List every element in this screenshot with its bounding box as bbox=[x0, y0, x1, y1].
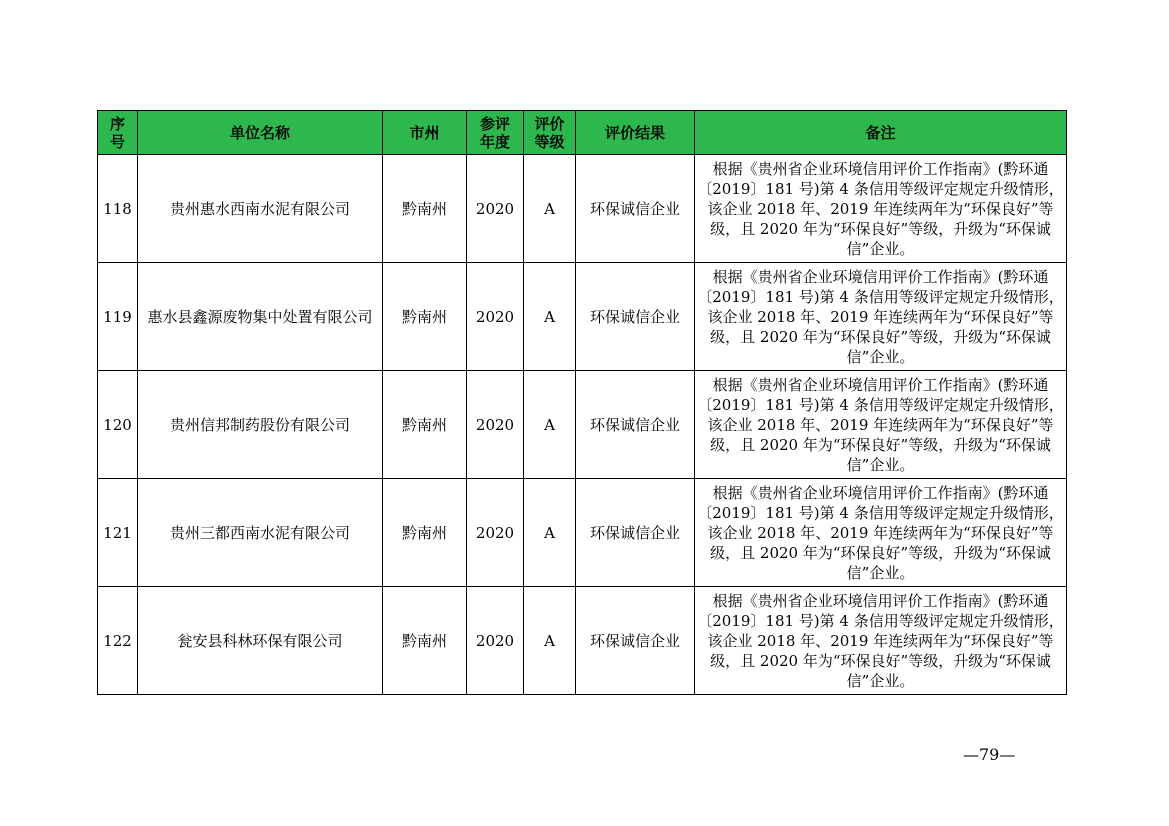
cell-city: 黔南州 bbox=[383, 479, 467, 587]
header-grade: 评价等级 bbox=[524, 111, 576, 155]
cell-result: 环保诚信企业 bbox=[576, 155, 695, 263]
cell-remark: 根据《贵州省企业环境信用评价工作指南》(黔环通〔2019〕181 号)第 4 条信用等级评定规定升级情形，该企业 2018 年、2019 年连续两年为“环保良好”等级，且 2020 年为“环保良好”等级，升级为“环保诚信”企业。 bbox=[695, 479, 1067, 587]
cell-city: 黔南州 bbox=[383, 155, 467, 263]
header-result: 评价结果 bbox=[576, 111, 695, 155]
cell-result: 环保诚信企业 bbox=[576, 479, 695, 587]
cell-year: 2020 bbox=[467, 587, 524, 695]
cell-index: 118 bbox=[98, 155, 138, 263]
cell-unit-name: 瓮安县科林环保有限公司 bbox=[138, 587, 383, 695]
cell-result: 环保诚信企业 bbox=[576, 371, 695, 479]
cell-year: 2020 bbox=[467, 263, 524, 371]
cell-year: 2020 bbox=[467, 155, 524, 263]
cell-index: 121 bbox=[98, 479, 138, 587]
cell-grade: A bbox=[524, 371, 576, 479]
table-header-row bbox=[98, 111, 1067, 155]
header-city: 市州 bbox=[383, 111, 467, 155]
header-remark: 备注 bbox=[695, 111, 1067, 155]
cell-grade: A bbox=[524, 155, 576, 263]
cell-city: 黔南州 bbox=[383, 587, 467, 695]
cell-unit-name: 惠水县鑫源废物集中处置有限公司 bbox=[138, 263, 383, 371]
cell-unit-name: 贵州三都西南水泥有限公司 bbox=[138, 479, 383, 587]
cell-index: 119 bbox=[98, 263, 138, 371]
cell-grade: A bbox=[524, 479, 576, 587]
cell-city: 黔南州 bbox=[383, 371, 467, 479]
cell-result: 环保诚信企业 bbox=[576, 587, 695, 695]
cell-unit-name: 贵州信邦制药股份有限公司 bbox=[138, 371, 383, 479]
cell-grade: A bbox=[524, 263, 576, 371]
table-row bbox=[98, 155, 1067, 263]
evaluation-table bbox=[97, 110, 1067, 695]
cell-index: 120 bbox=[98, 371, 138, 479]
header-unit-name: 单位名称 bbox=[138, 111, 383, 155]
table-row bbox=[98, 371, 1067, 479]
cell-year: 2020 bbox=[467, 371, 524, 479]
cell-result: 环保诚信企业 bbox=[576, 263, 695, 371]
cell-remark: 根据《贵州省企业环境信用评价工作指南》(黔环通〔2019〕181 号)第 4 条信用等级评定规定升级情形，该企业 2018 年、2019 年连续两年为“环保良好”等级，且 2020 年为“环保良好”等级，升级为“环保诚信”企业。 bbox=[695, 371, 1067, 479]
cell-remark: 根据《贵州省企业环境信用评价工作指南》(黔环通〔2019〕181 号)第 4 条信用等级评定规定升级情形，该企业 2018 年、2019 年连续两年为“环保良好”等级，且 2020 年为“环保良好”等级，升级为“环保诚信”企业。 bbox=[695, 587, 1067, 695]
header-year: 参评年度 bbox=[467, 111, 524, 155]
cell-year: 2020 bbox=[467, 479, 524, 587]
table-row bbox=[98, 587, 1067, 695]
cell-index: 122 bbox=[98, 587, 138, 695]
cell-unit-name: 贵州惠水西南水泥有限公司 bbox=[138, 155, 383, 263]
table-row bbox=[98, 263, 1067, 371]
page-number: —79— bbox=[963, 745, 1016, 764]
cell-remark: 根据《贵州省企业环境信用评价工作指南》(黔环通〔2019〕181 号)第 4 条信用等级评定规定升级情形，该企业 2018 年、2019 年连续两年为“环保良好”等级，且 2020 年为“环保良好”等级，升级为“环保诚信”企业。 bbox=[695, 155, 1067, 263]
cell-city: 黔南州 bbox=[383, 263, 467, 371]
cell-remark: 根据《贵州省企业环境信用评价工作指南》(黔环通〔2019〕181 号)第 4 条信用等级评定规定升级情形，该企业 2018 年、2019 年连续两年为“环保良好”等级，且 2020 年为“环保良好”等级，升级为“环保诚信”企业。 bbox=[695, 263, 1067, 371]
cell-grade: A bbox=[524, 587, 576, 695]
table-row bbox=[98, 479, 1067, 587]
header-index: 序号 bbox=[98, 111, 138, 155]
